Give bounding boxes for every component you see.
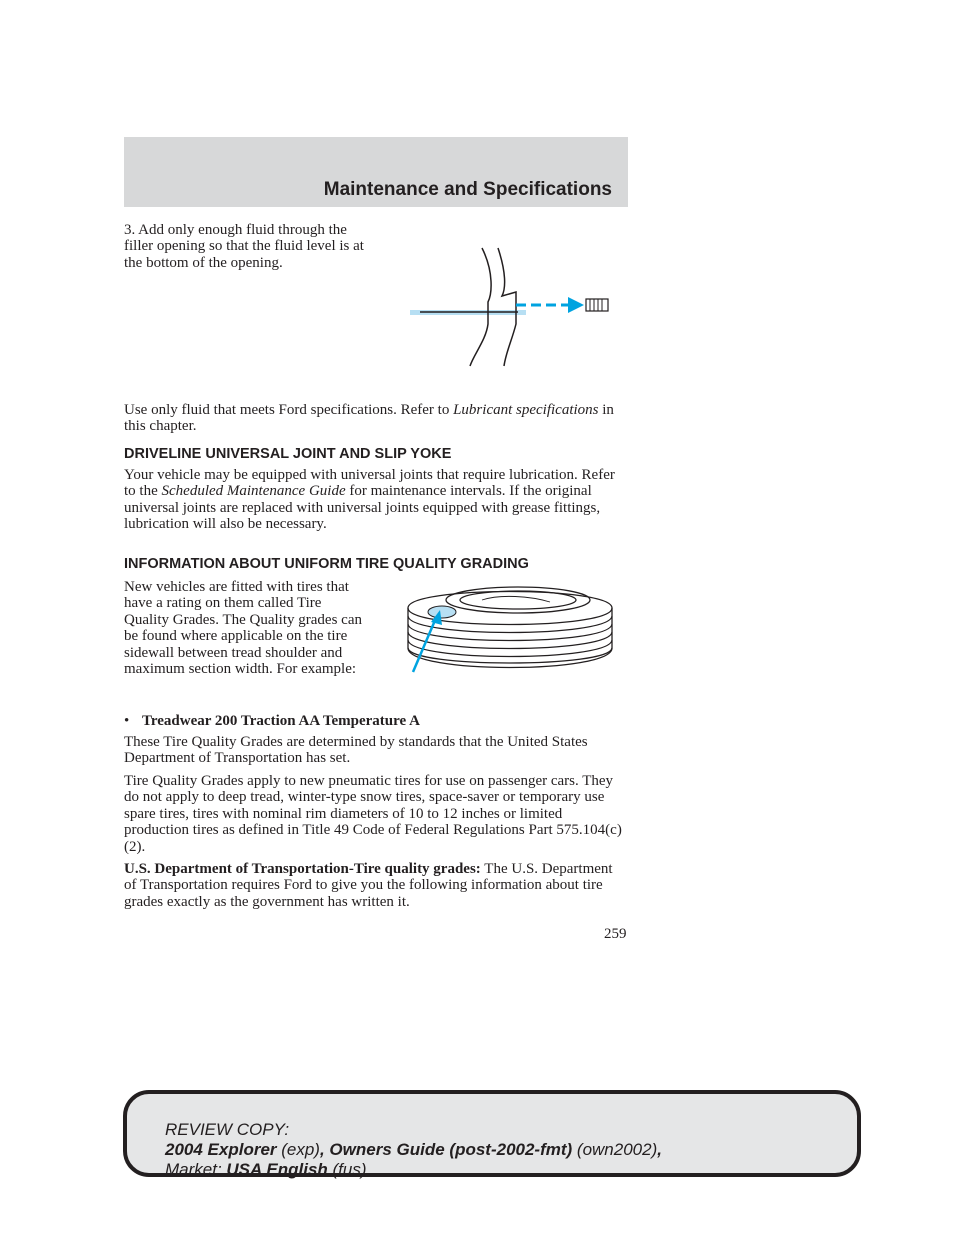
tire-grading-intro: New vehicles are fitted with tires that have a rating on them called Tire Quality Grades. The Quality grades can be found where applicable on the tire sidewall between tread shoulder and maximum section width. For example: bbox=[124, 579, 362, 678]
review-copy-label: REVIEW COPY: bbox=[165, 1120, 290, 1139]
grade-marking-area bbox=[428, 606, 456, 618]
grade-example-text: Treadwear 200 Traction AA Temperature A bbox=[142, 713, 420, 729]
review-copy-text: REVIEW COPY: 2004 Explorer (exp), Owners Guide (post-2002-fmt) (own2002), Market: USA English (fus) bbox=[165, 1120, 662, 1179]
bullet-mark: • bbox=[124, 713, 130, 729]
lubricant-specifications-ref: Lubricant specifications bbox=[453, 402, 599, 418]
grades-applicability-text: Tire Quality Grades apply to new pneumatic tires for use on passenger cars. They do not apply to deep tread, winter-type snow tires, space-saver or temporary use spare tires, tires with nominal rim diameters of 10 to 12 inches or limited production tires as defined in Title 49 Code of Federal Regulations Part 575.104(c)(2). bbox=[124, 773, 622, 855]
tire-grading-heading: INFORMATION ABOUT UNIFORM TIRE QUALITY GRADING bbox=[124, 556, 529, 572]
page-number: 259 bbox=[604, 926, 627, 942]
arrow-head bbox=[568, 297, 584, 313]
driveline-paragraph: Your vehicle may be equipped with universal joints that require lubrication. Refer to the Scheduled Maintenance Guide for maintenance intervals. If the original universal joints are replaced with universal joints equipped with grease fittings, lubrication will also be necessary. bbox=[124, 467, 615, 533]
filler-plug bbox=[586, 299, 608, 311]
grades-standards-text: These Tire Quality Grades are determined by standards that the United States Department of Transportation has set. bbox=[124, 734, 588, 767]
scheduled-maintenance-guide-ref: Scheduled Maintenance Guide bbox=[161, 483, 346, 500]
driveline-heading: DRIVELINE UNIVERSAL JOINT AND SLIP YOKE bbox=[124, 446, 452, 462]
tire-sidewall-figure bbox=[400, 578, 620, 678]
dot-tire-grades-text: U.S. Department of Transportation-Tire quality grades: The U.S. Department of Transportation requires Ford to give you the following information about tire grades exactly as the government has written it. bbox=[124, 861, 613, 910]
review-copy-box bbox=[123, 1090, 861, 1177]
housing-outer-edge bbox=[470, 248, 491, 366]
section-header-band bbox=[124, 137, 628, 207]
grade-example-bullet bbox=[124, 713, 420, 730]
housing-inner-edge bbox=[498, 248, 516, 366]
filler-plug-figure bbox=[408, 242, 614, 368]
section-title: Maintenance and Specifications bbox=[323, 179, 612, 200]
step-3-text: 3. Add only enough fluid through the filler opening so that the fluid level is at the bottom of the opening. bbox=[124, 222, 364, 271]
fluid-spec-note: Use only fluid that meets Ford specifications. Refer to Lubricant specifications in this chapter. bbox=[124, 402, 614, 435]
